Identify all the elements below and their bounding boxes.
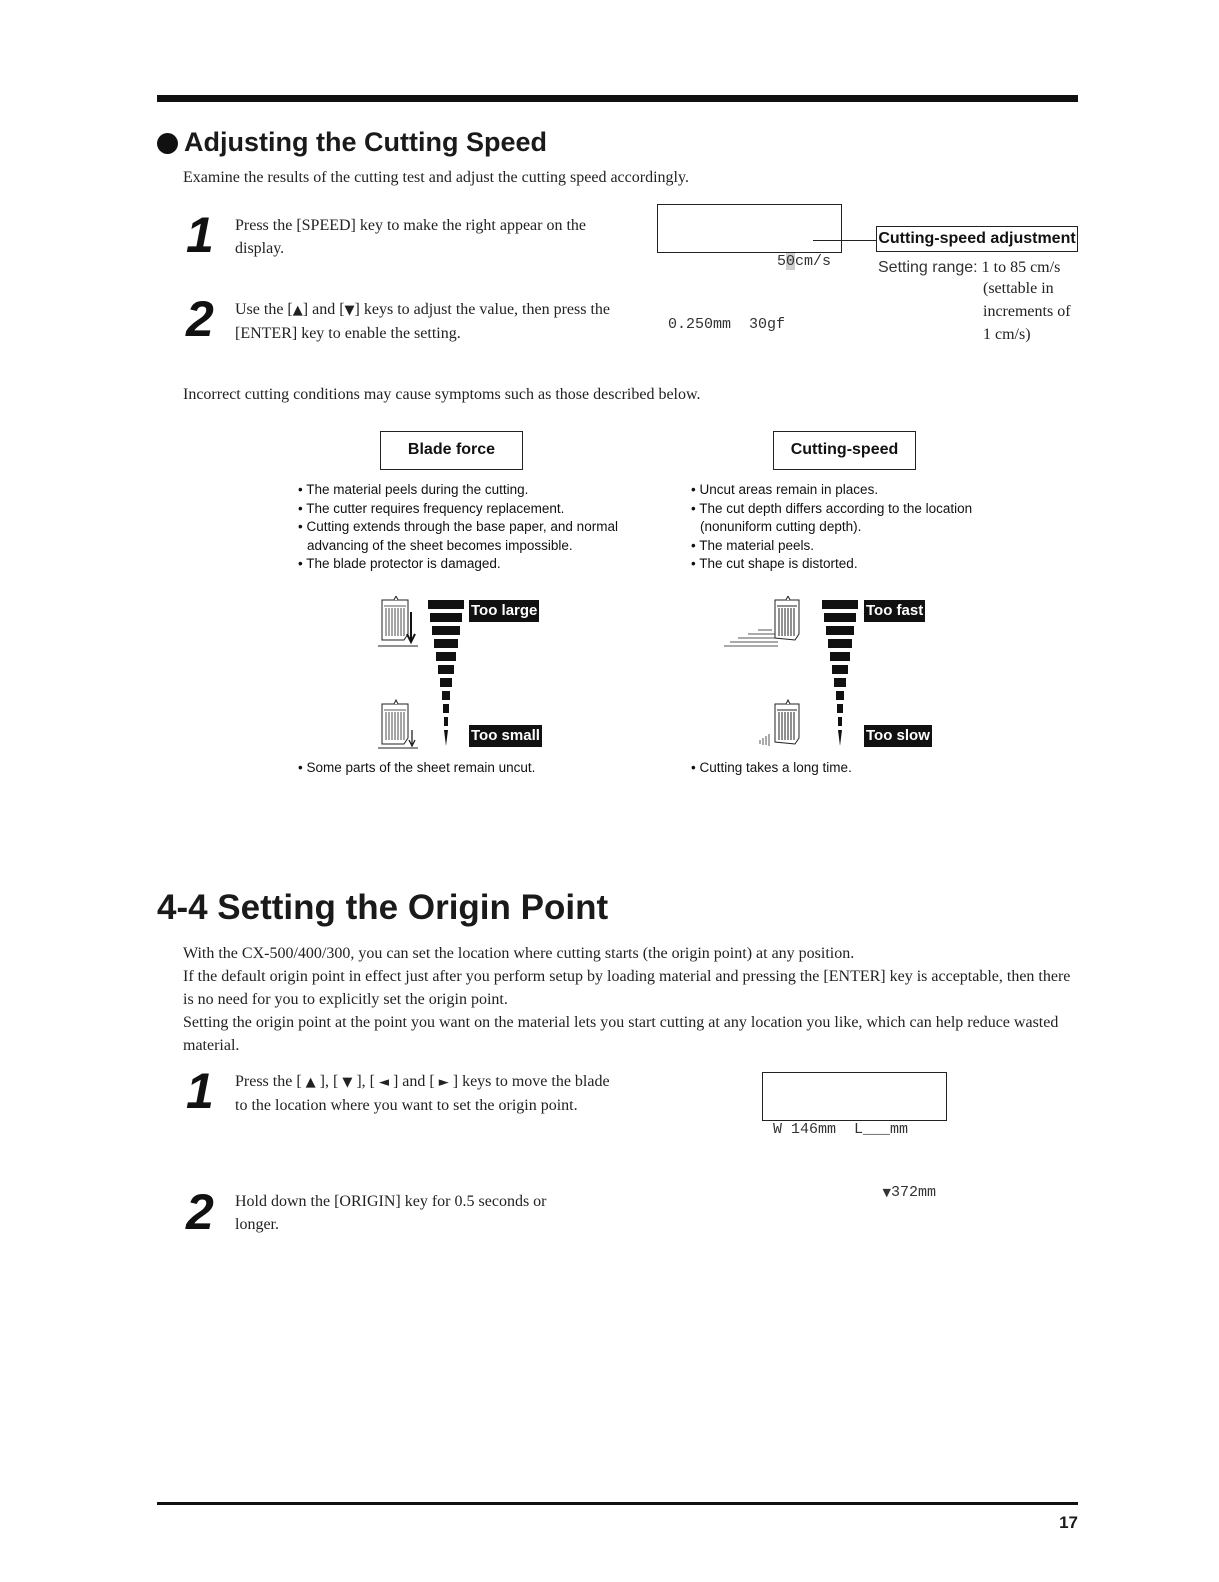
step-2-text: [235, 298, 620, 345]
list-item: • Cutting extends through the base paper, and normal advancing of the sheet becomes impossible.: [298, 518, 638, 555]
setting-range: [878, 256, 1060, 279]
list-item: • Cutting takes a long time.: [691, 759, 991, 778]
page-number: 17: [1059, 1513, 1078, 1532]
list-item: • Uncut areas remain in places.: [691, 481, 991, 500]
bottom-rule: [157, 1502, 1078, 1505]
setting-range-label: Setting range:: [878, 259, 978, 276]
too-fast-tag: Too fast: [864, 600, 925, 622]
up-arrow-icon: ▲: [305, 1075, 316, 1090]
blade-force-gauge-illustration: [374, 596, 474, 756]
heading-bullet-icon: [157, 133, 178, 154]
blade-holder-icon: [775, 700, 799, 744]
section-heading-cutting-speed: Adjusting the Cutting Speed: [184, 127, 547, 157]
origin-paragraph: If the default origin point in effect just after you perform setup by loading material and pressing the [ENTER] key is acceptable, then there is no need for you to explicitly set the origin point.: [183, 968, 1071, 1008]
cutting-speed-symptom-list: [691, 481, 991, 574]
up-arrow-icon: ▲: [292, 303, 303, 318]
step-2-text-part: Use the [: [235, 301, 293, 318]
range-note-line: 1 cm/s): [983, 326, 1031, 343]
origin-intro: [183, 942, 1078, 1057]
speed-lcd-display: [657, 204, 842, 333]
list-item: • The blade protector is damaged.: [298, 555, 638, 574]
right-arrow-icon: ►: [438, 1075, 449, 1090]
too-slow-tag: Too slow: [864, 725, 932, 747]
origin-step-text-part: ], [: [315, 1073, 343, 1090]
list-item: • The material peels during the cutting.: [298, 481, 638, 500]
step-number: 2: [186, 1184, 214, 1240]
lcd-line-2: 0.250mm 30gf: [668, 316, 786, 333]
left-arrow-icon: ◄: [378, 1075, 389, 1090]
range-note-line: (settable in: [983, 280, 1054, 297]
top-rule: [157, 95, 1078, 102]
slow-marks-icon: [760, 734, 769, 746]
gauge-bars: [822, 600, 858, 746]
step-number: 1: [186, 1063, 214, 1119]
symptoms-intro: Incorrect cutting conditions may cause symptoms such as those described below.: [183, 386, 701, 403]
down-arrow-icon: ▼: [342, 1075, 353, 1090]
lcd-line-2: [773, 1182, 936, 1203]
origin-paragraph: Setting the origin point at the point you want on the material lets you start cutting at any location you like, which can help reduce wasted material.: [183, 1014, 1059, 1054]
lcd-line-1: [668, 251, 831, 272]
list-item: • The cut depth differs according to the location (nonuniform cutting depth).: [691, 500, 991, 537]
step-number: 1: [186, 207, 214, 263]
origin-step-text-part: ] keys to move the blade to the location where you want to set the origin point.: [235, 1073, 610, 1114]
range-note-line: increments of: [983, 303, 1071, 320]
origin-step-1-text: [235, 1070, 610, 1117]
cutting-speed-gauge-illustration: [720, 596, 870, 756]
step-2-text-part: ] keys to adjust the value, then press the [ENTER] key to enable the setting.: [235, 301, 611, 342]
down-arrow-icon: ▼: [344, 303, 355, 318]
gauge-bars: [428, 600, 464, 746]
setting-range-note: [983, 277, 1083, 346]
down-arrow-icon: ▼: [882, 1186, 891, 1199]
blade-force-low-symptom: [298, 759, 638, 778]
too-small-tag: Too small: [469, 725, 542, 747]
origin-lcd-display: [762, 1072, 947, 1201]
step-2-text-part: ] and [: [302, 301, 345, 318]
speed-lines-icon: [724, 630, 778, 646]
setting-range-value: 1 to 85 cm/s: [981, 259, 1061, 276]
list-item: • The cut shape is distorted.: [691, 555, 991, 574]
origin-step-text-part: ] and [: [388, 1073, 439, 1090]
cutting-speed-intro: Examine the results of the cutting test and adjust the cutting speed accordingly.: [183, 169, 689, 186]
lcd-line-1: W 146mm L___mm: [773, 1121, 909, 1138]
origin-step-2-text: Hold down the [ORIGIN] key for 0.5 seconds or longer.: [235, 1193, 547, 1233]
list-item: • The cutter requires frequency replacement.: [298, 500, 638, 519]
origin-step-text-part: Press the [: [235, 1073, 306, 1090]
cutting-speed-low-symptom: [691, 759, 991, 778]
cutting-speed-adjustment-label: Cutting-speed adjustment: [876, 226, 1078, 252]
section-heading-origin-point: 4-4 Setting the Origin Point: [157, 888, 609, 927]
step-1-text: Press the [SPEED] key to make the right appear on the display.: [235, 217, 587, 257]
origin-paragraph: With the CX-500/400/300, you can set the location where cutting starts (the origin point) at any position.: [183, 945, 855, 962]
blade-holder-icon: [775, 596, 799, 640]
lcd-speed-digit: 5: [776, 253, 786, 270]
list-item: • Some parts of the sheet remain uncut.: [298, 759, 638, 778]
lcd-speed-unit: cm/s: [794, 253, 831, 270]
too-large-tag: Too large: [469, 600, 539, 622]
lcd-cursor-digit: 0: [785, 253, 795, 270]
blade-force-symptom-list: [298, 481, 638, 574]
origin-step-text-part: ], [: [352, 1073, 379, 1090]
callout-connector: [813, 240, 877, 241]
lcd-length-value: 372mm: [890, 1184, 936, 1201]
cutting-speed-label: Cutting-speed: [773, 431, 916, 470]
blade-force-label: Blade force: [380, 431, 523, 470]
down-arrow-icon: [409, 730, 415, 746]
list-item: • The material peels.: [691, 537, 991, 556]
step-number: 2: [186, 291, 214, 347]
